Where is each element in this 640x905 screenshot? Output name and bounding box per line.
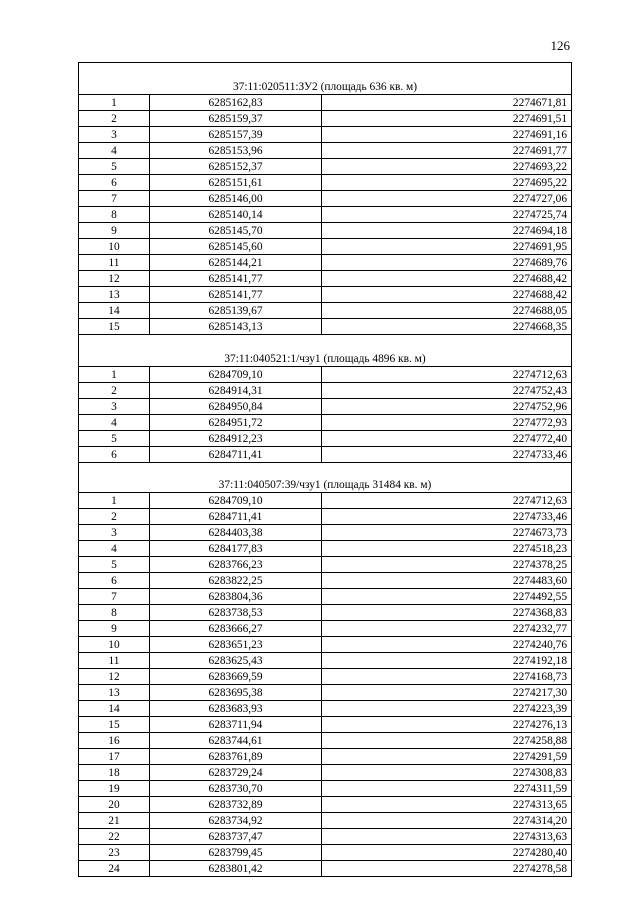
x-coordinate: 6283666,27 [150,621,322,637]
point-number: 9 [79,621,150,637]
y-coordinate: 2274192,18 [322,653,572,669]
y-coordinate: 2274691,77 [322,143,572,159]
y-coordinate: 2274240,76 [322,637,572,653]
table-row [79,175,572,191]
x-coordinate: 6285139,67 [150,303,322,319]
table-row [79,749,572,765]
y-coordinate: 2274223,39 [322,701,572,717]
x-coordinate: 6285144,21 [150,255,322,271]
x-coordinate: 6283738,53 [150,605,322,621]
y-coordinate: 2274772,40 [322,431,572,447]
table-row [79,509,572,525]
y-coordinate: 2274752,43 [322,383,572,399]
x-coordinate: 6283766,23 [150,557,322,573]
point-number: 22 [79,829,150,845]
point-number: 10 [79,239,150,255]
y-coordinate: 2274311,59 [322,781,572,797]
x-coordinate: 6285153,96 [150,143,322,159]
point-number: 6 [79,447,150,463]
table-row [79,303,572,319]
point-number: 5 [79,557,150,573]
y-coordinate: 2274168,73 [322,669,572,685]
table-row [79,845,572,861]
x-coordinate: 6283801,42 [150,861,322,877]
x-coordinate: 6283822,25 [150,573,322,589]
x-coordinate: 6283799,45 [150,845,322,861]
table-row [79,95,572,111]
y-coordinate: 2274772,93 [322,415,572,431]
x-coordinate: 6283804,36 [150,589,322,605]
y-coordinate: 2274368,83 [322,605,572,621]
x-coordinate: 6283669,59 [150,669,322,685]
y-coordinate: 2274668,35 [322,319,572,335]
x-coordinate: 6283683,93 [150,701,322,717]
x-coordinate: 6284951,72 [150,415,322,431]
point-number: 23 [79,845,150,861]
y-coordinate: 2274691,16 [322,127,572,143]
y-coordinate: 2274483,60 [322,573,572,589]
point-number: 18 [79,765,150,781]
table-row [79,797,572,813]
y-coordinate: 2274691,95 [322,239,572,255]
x-coordinate: 6285157,39 [150,127,322,143]
table-row [79,637,572,653]
point-number: 5 [79,159,150,175]
x-coordinate: 6285162,83 [150,95,322,111]
y-coordinate: 2274258,88 [322,733,572,749]
point-number: 6 [79,573,150,589]
x-coordinate: 6283729,24 [150,765,322,781]
point-number: 13 [79,685,150,701]
point-number: 14 [79,303,150,319]
point-number: 16 [79,733,150,749]
point-number: 8 [79,605,150,621]
table-row [79,781,572,797]
table-row [79,191,572,207]
point-number: 15 [79,717,150,733]
table-row [79,605,572,621]
x-coordinate: 6285152,37 [150,159,322,175]
point-number: 2 [79,383,150,399]
table-row [79,383,572,399]
x-coordinate: 6283625,43 [150,653,322,669]
y-coordinate: 2274313,63 [322,829,572,845]
table-row [79,367,572,383]
x-coordinate: 6284914,31 [150,383,322,399]
y-coordinate: 2274693,22 [322,159,572,175]
x-coordinate: 6284709,10 [150,367,322,383]
y-coordinate: 2274733,46 [322,447,572,463]
table-row [79,589,572,605]
y-coordinate: 2274688,05 [322,303,572,319]
table-row [79,573,572,589]
point-number: 1 [79,493,150,509]
x-coordinate: 6285141,77 [150,287,322,303]
point-number: 7 [79,191,150,207]
y-coordinate: 2274727,06 [322,191,572,207]
y-coordinate: 2274314,20 [322,813,572,829]
y-coordinate: 2274217,30 [322,685,572,701]
table-row [79,159,572,175]
x-coordinate: 6284177,83 [150,541,322,557]
x-coordinate: 6284950,84 [150,399,322,415]
x-coordinate: 6284709,10 [150,493,322,509]
y-coordinate: 2274725,74 [322,207,572,223]
y-coordinate: 2274378,25 [322,557,572,573]
point-number: 8 [79,207,150,223]
table-row [79,239,572,255]
x-coordinate: 6283732,89 [150,797,322,813]
x-coordinate: 6283651,23 [150,637,322,653]
table-row [79,255,572,271]
table-row [79,319,572,335]
table-row [79,287,572,303]
table-row [79,143,572,159]
x-coordinate: 6284912,23 [150,431,322,447]
y-coordinate: 2274695,22 [322,175,572,191]
y-coordinate: 2274694,18 [322,223,572,239]
table-row [79,669,572,685]
table-row [79,685,572,701]
point-number: 11 [79,255,150,271]
section-title: 37:11:040521:1/чзу1 (площадь 4896 кв. м) [79,335,572,367]
table-row [79,621,572,637]
point-number: 4 [79,143,150,159]
y-coordinate: 2274308,83 [322,765,572,781]
point-number: 20 [79,797,150,813]
y-coordinate: 2274291,59 [322,749,572,765]
table-row [79,717,572,733]
y-coordinate: 2274691,51 [322,111,572,127]
y-coordinate: 2274752,96 [322,399,572,415]
x-coordinate: 6283744,61 [150,733,322,749]
y-coordinate: 2274733,46 [322,509,572,525]
point-number: 24 [79,861,150,877]
point-number: 19 [79,781,150,797]
section-header-row [79,463,572,493]
x-coordinate: 6284711,41 [150,509,322,525]
point-number: 13 [79,287,150,303]
table-row [79,733,572,749]
page-number: 126 [550,38,570,53]
point-number: 2 [79,509,150,525]
point-number: 1 [79,367,150,383]
table-row [79,557,572,573]
table-row [79,431,572,447]
point-number: 3 [79,399,150,415]
y-coordinate: 2274518,23 [322,541,572,557]
point-number: 21 [79,813,150,829]
table-row [79,399,572,415]
point-number: 17 [79,749,150,765]
x-coordinate: 6285145,70 [150,223,322,239]
section-title: 37:11:040507:39/чзу1 (площадь 31484 кв. м) [79,463,572,493]
table-row [79,829,572,845]
point-number: 10 [79,637,150,653]
section-header-row [79,335,572,367]
y-coordinate: 2274688,42 [322,287,572,303]
table-row [79,813,572,829]
x-coordinate: 6283711,94 [150,717,322,733]
table-row [79,127,572,143]
y-coordinate: 2274712,63 [322,367,572,383]
x-coordinate: 6283695,38 [150,685,322,701]
point-number: 5 [79,431,150,447]
point-number: 12 [79,669,150,685]
point-number: 11 [79,653,150,669]
point-number: 6 [79,175,150,191]
x-coordinate: 6283761,89 [150,749,322,765]
point-number: 4 [79,541,150,557]
point-number: 7 [79,589,150,605]
table-row [79,541,572,557]
x-coordinate: 6284711,41 [150,447,322,463]
x-coordinate: 6285141,77 [150,271,322,287]
y-coordinate: 2274712,63 [322,493,572,509]
point-number: 4 [79,415,150,431]
y-coordinate: 2274313,65 [322,797,572,813]
x-coordinate: 6285145,60 [150,239,322,255]
table-row [79,861,572,877]
table-row [79,447,572,463]
x-coordinate: 6283737,47 [150,829,322,845]
table-row [79,653,572,669]
coordinates-table-body [79,63,572,877]
point-number: 14 [79,701,150,717]
section-header-row [79,63,572,95]
table-row [79,271,572,287]
coordinates-table [78,62,572,877]
point-number: 9 [79,223,150,239]
x-coordinate: 6283734,92 [150,813,322,829]
y-coordinate: 2274278,58 [322,861,572,877]
x-coordinate: 6285159,37 [150,111,322,127]
x-coordinate: 6283730,70 [150,781,322,797]
point-number: 3 [79,525,150,541]
point-number: 1 [79,95,150,111]
table-row [79,493,572,509]
table-row [79,701,572,717]
x-coordinate: 6285140,14 [150,207,322,223]
y-coordinate: 2274492,55 [322,589,572,605]
y-coordinate: 2274671,81 [322,95,572,111]
x-coordinate: 6284403,38 [150,525,322,541]
y-coordinate: 2274280,40 [322,845,572,861]
point-number: 2 [79,111,150,127]
table-row [79,223,572,239]
point-number: 3 [79,127,150,143]
x-coordinate: 6285143,13 [150,319,322,335]
table-row [79,415,572,431]
x-coordinate: 6285146,00 [150,191,322,207]
table-row [79,207,572,223]
y-coordinate: 2274689,76 [322,255,572,271]
x-coordinate: 6285151,61 [150,175,322,191]
table-row [79,525,572,541]
y-coordinate: 2274688,42 [322,271,572,287]
table-row [79,111,572,127]
y-coordinate: 2274673,73 [322,525,572,541]
table-row [79,765,572,781]
y-coordinate: 2274276,13 [322,717,572,733]
y-coordinate: 2274232,77 [322,621,572,637]
point-number: 12 [79,271,150,287]
point-number: 15 [79,319,150,335]
section-title: 37:11:020511:ЗУ2 (площадь 636 кв. м) [79,63,572,95]
